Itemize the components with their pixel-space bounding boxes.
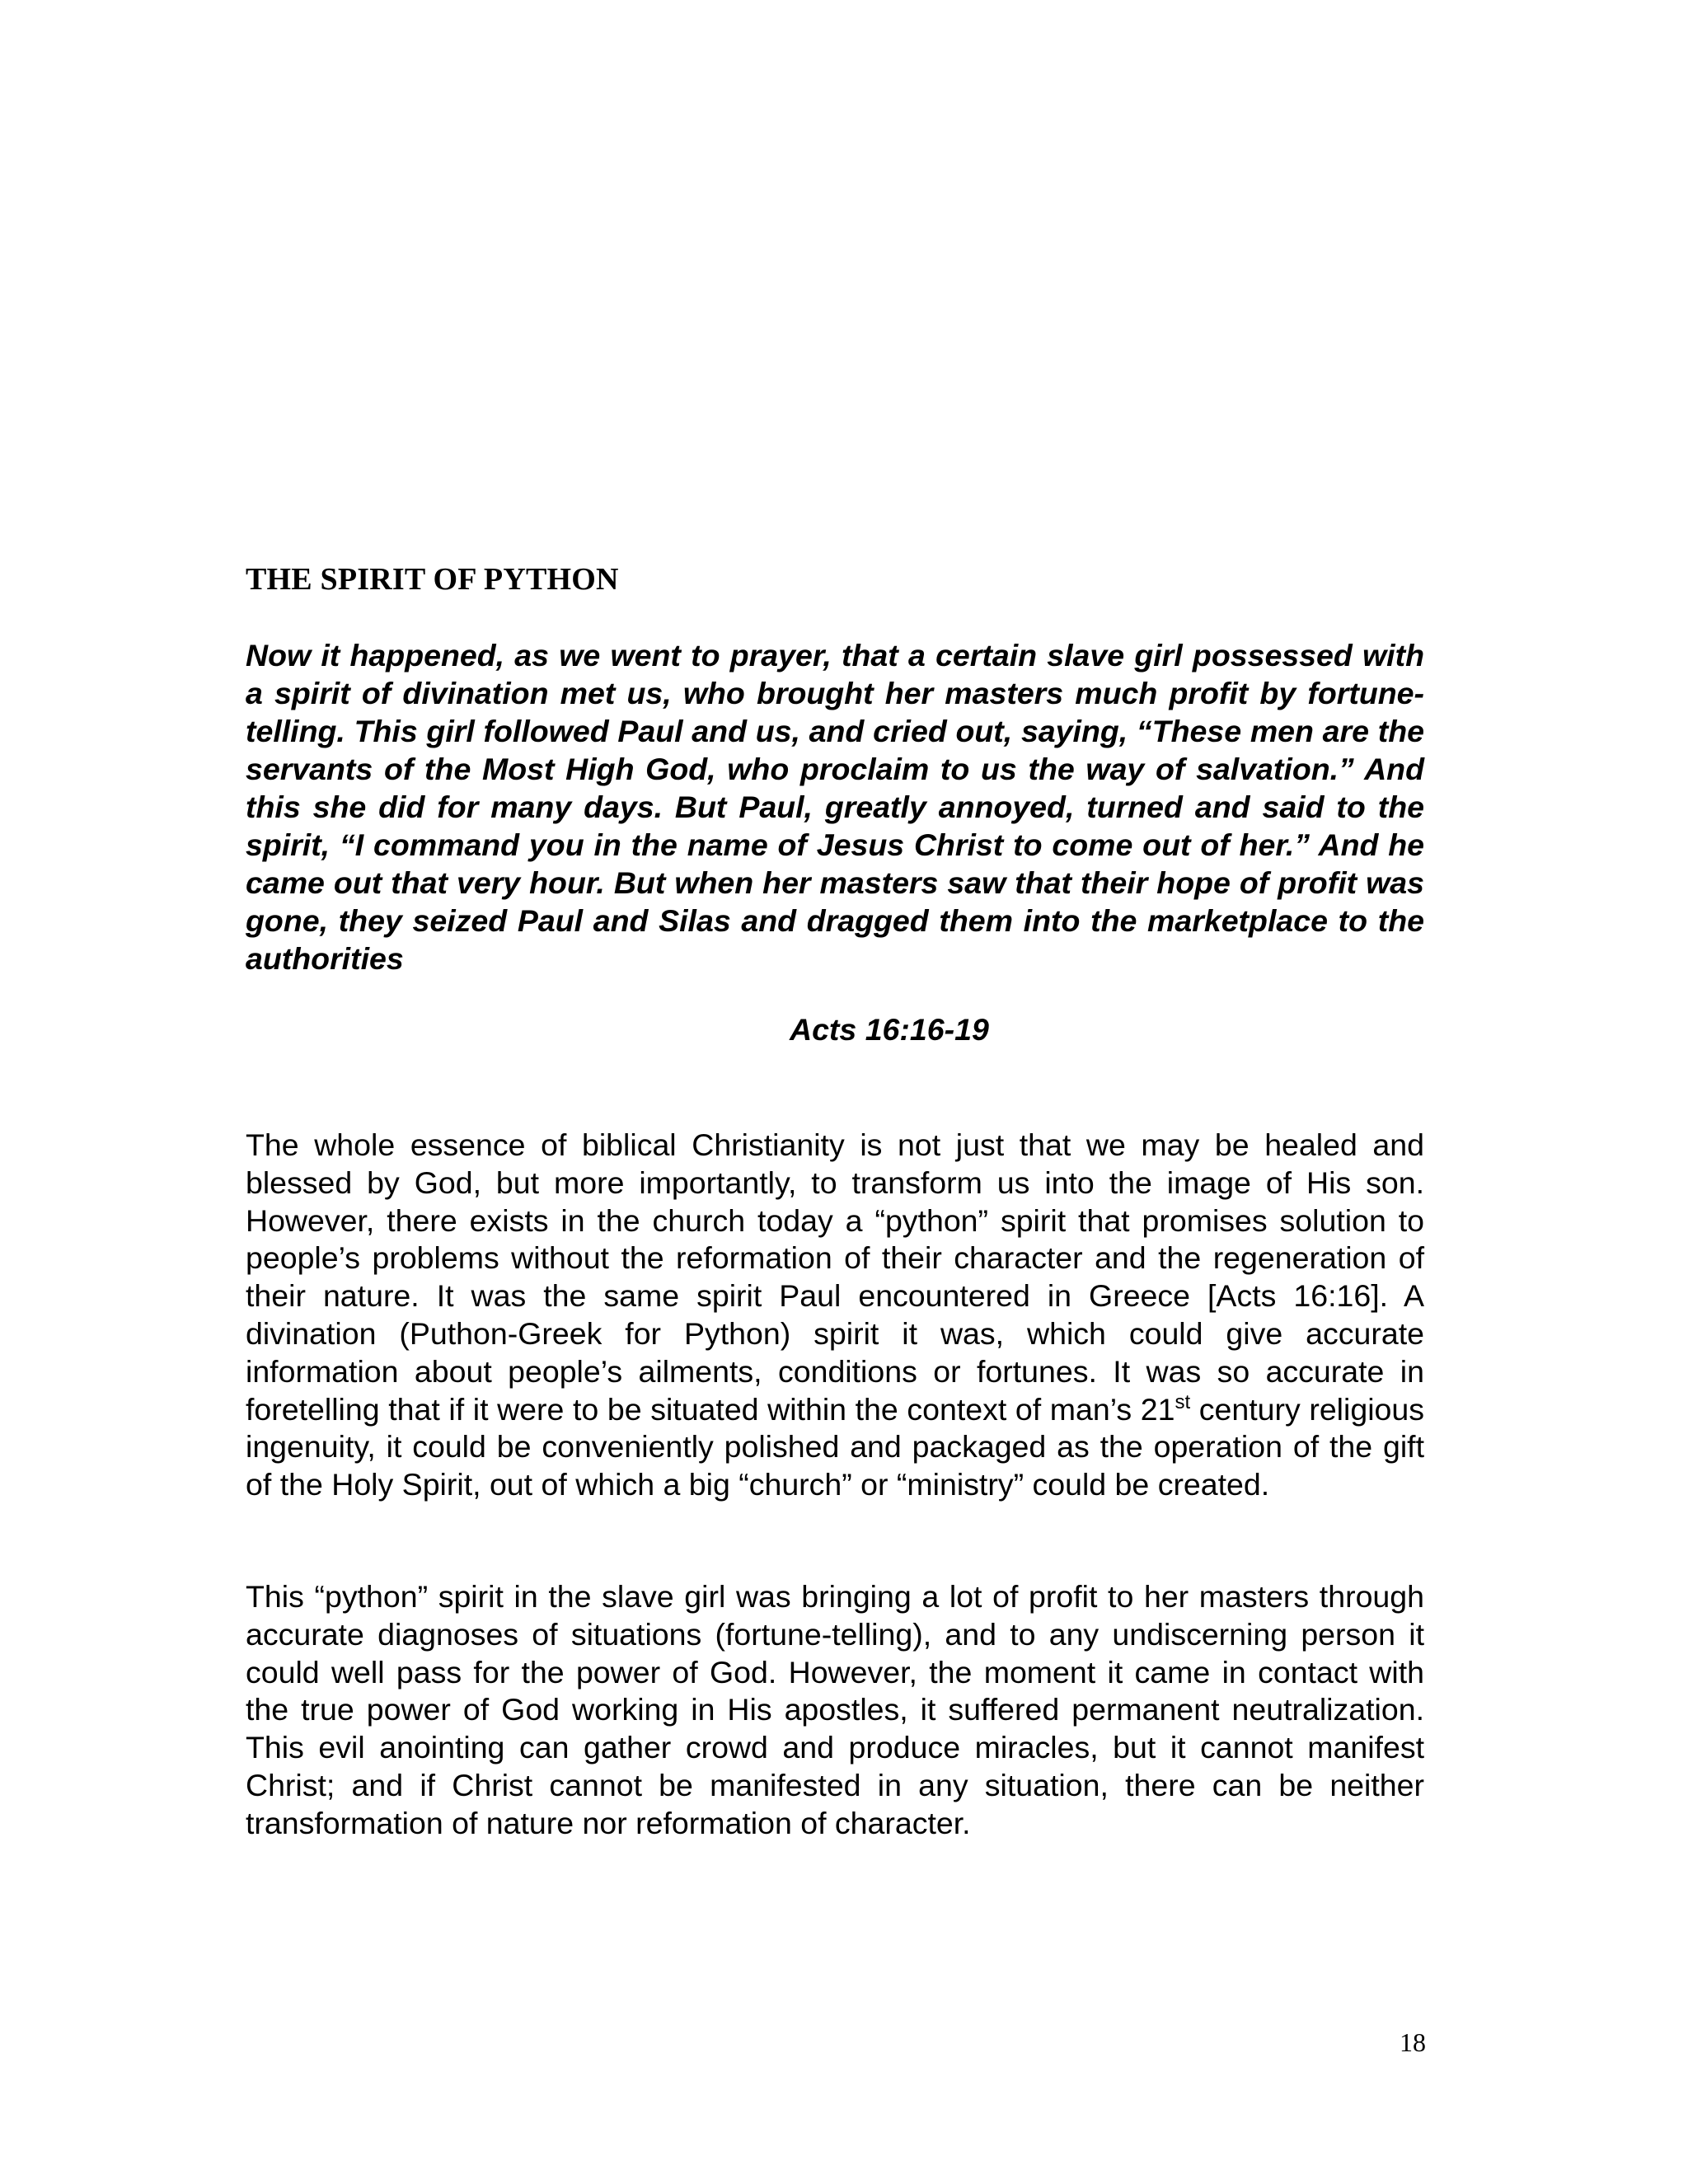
scripture-quote: Now it happened, as we went to prayer, that a certain slave girl possessed with a spirit of divination met us, who brought her masters much profit by fortune-telling. This girl followed Paul and us, and cried out, saying, “These men are the servants of the Most High God, who proclaim to us the way of salvation.” And this she did for many days. But Paul, greatly annoyed, turned and said to the spirit, “I command you in the name of Jesus Christ to come out of her.” And he came out that very hour. But when her masters saw that their hope of profit was gone, they seized Paul and Silas and dragged them into the marketplace to the authorities: [246, 638, 1424, 976]
paragraph-1-text-b: century religious ingenuity, it could be conveniently polished and packaged as the operation of the gift of the Holy Spirit, out of which a big “church” or “ministry” could be created.: [246, 1391, 1424, 1502]
paragraph-1-text-a: The whole essence of biblical Christianity is not just that we may be healed and blessed by God, but more importantly, to transform us into the image of His son. However, there exists in the church today a “python” spirit that promises solution to people’s problems without the reformation of their character and the regeneration of their nature. It was the same spirit Paul encountered in Greece [Acts 16:16]. A divination (Puthon-Greek for Python) spirit it was, which could give accurate information about people’s ailments, conditions or fortunes. It was so accurate in foretelling that if it were to be situated within the context of man’s 21: [246, 1127, 1424, 1427]
body-paragraph-2: This “python” spirit in the slave girl was bringing a lot of profit to her masters through accurate diagnoses of situations (fortune-telling), and to any undiscerning person it could well pass for the power of God. However, the moment it came in contact with the true power of God working in His apostles, it suffered permanent neutralization. This evil anointing can gather crowd and produce miracles, but it cannot manifest Christ; and if Christ cannot be manifested in any situation, there can be neither transformation of nature nor reformation of character.: [246, 1579, 1424, 1840]
ordinal-superscript: st: [1175, 1390, 1191, 1413]
chapter-heading: THE SPIRIT OF PYTHON: [246, 562, 619, 597]
scripture-reference: Acts 16:16-19: [790, 1012, 989, 1047]
body-paragraph-1: [246, 1127, 1424, 1504]
page-number: 18: [1400, 2027, 1426, 2057]
